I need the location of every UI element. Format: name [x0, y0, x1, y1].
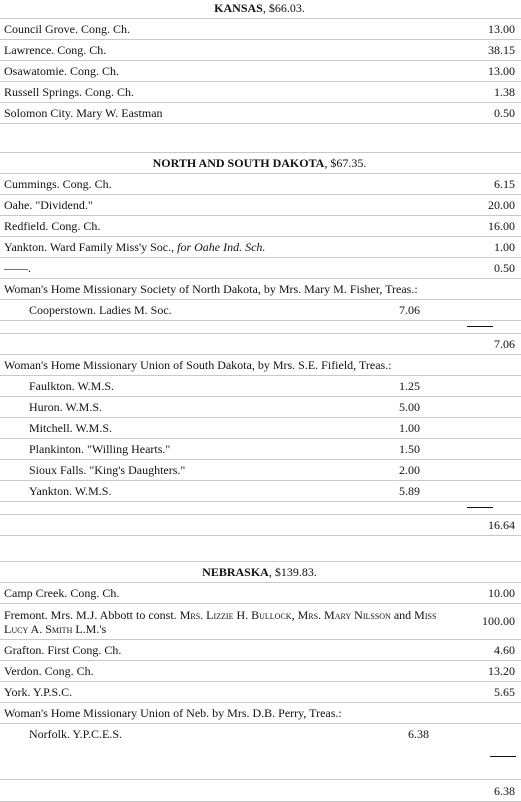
entry-amount: 16.00 — [488, 219, 515, 233]
table-row — [0, 195, 521, 216]
entry-description: Redfield. Cong. Ch. — [4, 219, 101, 233]
life-member-name: Miss Lucy A. Smith — [4, 608, 437, 636]
table-row — [0, 300, 521, 321]
entry-amount: 1.50 — [399, 442, 420, 456]
entry-amount: 5.00 — [399, 400, 420, 414]
state-total: , $139.83. — [268, 565, 317, 579]
entry-description: York. Y.P.S.C. — [4, 685, 73, 699]
entry-amount: 5.65 — [494, 685, 515, 699]
table-row — [0, 724, 521, 744]
section-heading-nebraska — [0, 562, 521, 583]
society-heading: Woman's Home Missionary Union of Neb. by Mrs. D.B. Perry, Treas.: — [0, 703, 521, 724]
entry-amount: 5.89 — [399, 484, 420, 498]
entry-amount: 0.50 — [494, 261, 515, 275]
section-heading-kansas — [0, 0, 521, 19]
table-row — [0, 397, 521, 418]
entry-amount: 7.06 — [399, 303, 420, 317]
section-spacer — [0, 536, 521, 562]
entry-description: Cummings. Cong. Ch. — [4, 177, 112, 191]
entry-description: Verdon. Cong. Ch. — [4, 664, 94, 678]
entry-description: ——. — [4, 261, 31, 275]
table-row — [0, 103, 521, 124]
entry-amount: 10.00 — [488, 586, 515, 600]
life-member-name: Mrs. Mary Nilsson — [297, 608, 391, 622]
entry-amount: 13.20 — [488, 664, 515, 678]
subtotal-row — [0, 780, 521, 802]
entry-amount: 6.38 — [408, 727, 429, 741]
table-row — [0, 460, 521, 481]
entry-amount: 13.00 — [488, 64, 515, 78]
table-row — [0, 661, 521, 682]
table-row — [0, 40, 521, 61]
table-row — [0, 604, 521, 640]
entry-description: Faulkton. W.M.S. — [29, 379, 115, 393]
entry-description: Osawatomie. Cong. Ch. — [4, 64, 119, 78]
state-name: NORTH AND SOUTH DAKOTA — [152, 156, 325, 170]
subtotal-amount: 7.06 — [494, 337, 515, 351]
entry-amount: 20.00 — [488, 198, 515, 212]
state-total: , $67.35. — [324, 156, 367, 170]
table-row — [0, 640, 521, 661]
entry-amount: 1.00 — [399, 421, 420, 435]
table-row — [0, 418, 521, 439]
subtotal-rule-row — [0, 502, 521, 514]
entry-description: Mitchell. W.M.S. — [29, 421, 113, 435]
entry-amount: 38.15 — [488, 43, 515, 57]
entry-amount: 2.00 — [399, 463, 420, 477]
state-total: , $66.03. — [262, 1, 305, 15]
entry-description: Cooperstown. Ladies M. Soc. — [29, 303, 172, 317]
entry-amount: 1.38 — [494, 85, 515, 99]
subtotal-amount: 6.38 — [494, 784, 515, 798]
entry-amount: 6.15 — [494, 177, 515, 191]
table-row — [0, 439, 521, 460]
table-row — [0, 19, 521, 40]
life-member-name: Mrs. Lizzie H. Bullock — [179, 608, 292, 622]
table-row — [0, 82, 521, 103]
entry-description: Fremont. Mrs. M.J. Abbott to const. Mrs. Lizzie H. Bullock, Mrs. Mary Nilsson and Miss Lucy A. Smith L.M.'s — [4, 608, 437, 636]
table-row — [0, 682, 521, 703]
state-name: NEBRASKA — [202, 565, 269, 579]
table-row — [0, 216, 521, 237]
subtotal-row — [0, 514, 521, 536]
entry-description: Council Grove. Cong. Ch. — [4, 22, 130, 36]
table-row — [0, 376, 521, 397]
entry-description: Plankinton. "Willing Hearts." — [29, 442, 171, 456]
entry-amount: 0.50 — [494, 106, 515, 120]
entry-description: Lawrence. Cong. Ch. — [4, 43, 107, 57]
entry-amount: 1.25 — [399, 379, 420, 393]
table-row — [0, 237, 521, 258]
subtotal-rule — [467, 507, 493, 508]
section-spacer — [0, 124, 521, 153]
state-name: KANSAS — [214, 1, 263, 15]
entry-description: Norfolk. Y.P.C.E.S. — [29, 727, 123, 741]
society-heading: Woman's Home Missionary Union of South Dakota, by Mrs. S.E. Fifield, Treas.: — [0, 355, 521, 376]
subtotal-row — [0, 333, 521, 355]
table-row — [0, 481, 521, 502]
entry-description: Grafton. First Cong. Ch. — [4, 643, 122, 657]
entry-description: Oahe. "Dividend." — [4, 198, 93, 212]
entry-description: Solomon City. Mary W. Eastman — [4, 106, 163, 120]
entry-description: Camp Creek. Cong. Ch. — [4, 586, 120, 600]
table-row — [0, 174, 521, 195]
entry-amount: 4.60 — [494, 643, 515, 657]
entry-designation: for Oahe Ind. Sch. — [177, 240, 266, 254]
entry-text: Yankton. Ward Family Miss'y Soc., — [4, 240, 178, 254]
subtotal-rule — [467, 326, 493, 327]
subtotal-rule-row — [0, 744, 521, 780]
entry-amount: 13.00 — [488, 22, 515, 36]
section-heading-dakota — [0, 153, 521, 174]
subtotal-rule-row — [0, 321, 521, 333]
subtotal-rule — [490, 756, 516, 757]
entry-description: Sioux Falls. "King's Daughters." — [29, 463, 186, 477]
table-row — [0, 583, 521, 604]
society-heading: Woman's Home Missionary Society of North Dakota, by Mrs. Mary M. Fisher, Treas.: — [0, 279, 521, 300]
entry-amount: 100.00 — [482, 614, 515, 628]
entry-description: Russell Springs. Cong. Ch. — [4, 85, 135, 99]
entry-description — [4, 240, 455, 254]
subtotal-amount: 16.64 — [488, 518, 515, 532]
table-row — [0, 258, 521, 279]
table-row — [0, 61, 521, 82]
entry-description: Yankton. W.M.S. — [29, 484, 112, 498]
entry-amount: 1.00 — [494, 240, 515, 254]
entry-description: Huron. W.M.S. — [29, 400, 103, 414]
